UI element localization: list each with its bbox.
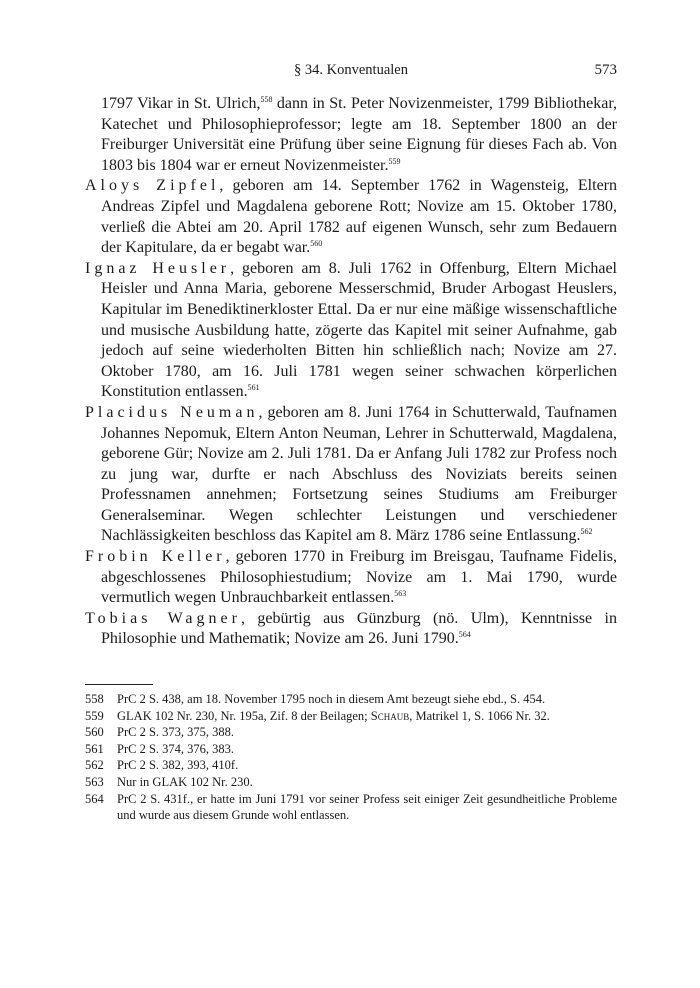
- footnote-number: 562: [85, 758, 104, 773]
- person-name: Frobin Keller: [85, 548, 226, 566]
- footnote-text: , Matrikel 1, S. 1066 Nr. 32.: [409, 708, 550, 723]
- footnote-text: PrC 2 S. 382, 393, 410f.: [117, 758, 239, 773]
- footnote-text: PrC 2 S. 373, 375, 388.: [117, 725, 235, 740]
- footnote: [85, 724, 617, 741]
- person-name: Tobias Wagner: [85, 609, 241, 627]
- footnote-text: PrC 2 S. 374, 376, 383.: [117, 741, 235, 756]
- person-name: Aloys Zipfel: [85, 177, 220, 195]
- footnote-ref: 562: [580, 527, 593, 537]
- footnote-ref: 564: [458, 630, 471, 640]
- footnote-ref: 559: [388, 156, 401, 166]
- footnote-text: PrC 2 S. 431f., er hatte im Juni 1791 vor seiner Profess seit einiger Zeit gesundheitliche Probleme und wurde aus diesem Grunde wohl entlassen.: [117, 791, 617, 823]
- person-name: Ignaz Heusler: [85, 259, 231, 277]
- footnote: [85, 774, 617, 791]
- footnotes: [85, 691, 617, 824]
- footnote-text: GLAK 102 Nr. 230, Nr. 195a, Zif. 8 der Beilagen;: [117, 708, 371, 723]
- footnote: [85, 691, 617, 708]
- footnote-number: 558: [85, 692, 104, 706]
- footnote-number: 559: [85, 708, 104, 723]
- footnote-ref: 561: [247, 383, 260, 393]
- running-header: [85, 62, 617, 82]
- footnote-text: PrC 2 S. 438, am 18. November 1795 noch in diesem Amt bezeugt siehe ebd., S. 454.: [117, 692, 546, 706]
- entry-text: , gebürtig aus Günzburg (nö. Ulm), Kenntnisse in Philosophie und Mathematik; Novize am 26. Juni 1790.: [101, 609, 617, 648]
- entry-placidus-neuman: [85, 403, 617, 547]
- footnote-number: 560: [85, 725, 104, 740]
- footnote: [85, 708, 617, 725]
- page-number: 573: [594, 62, 617, 78]
- entry-frobin-keller: [85, 547, 617, 609]
- footnote-number: 561: [85, 741, 104, 756]
- footnote-text: Nur in GLAK 102 Nr. 230.: [117, 774, 253, 789]
- entry-text: , geboren 1770 in Freiburg im Breisgau, Taufname Fidelis, abgeschlossenes Philosophiestudium; Novize am 1. Mai 1790, wurde vermutlich wegen Unbrauchbarkeit entlassen.: [101, 548, 617, 607]
- entry-text: , geboren am 8. Juli 1762 in Offenburg, Eltern Michael Heisler und Anna Maria, geborene Messerschmid, Bruder Arbogast Heuslers, Kapitular im Benediktinerkloster Ettal. Da er nur eine mäßige wissenschaftliche und musische Ausbildung hatte, zögerte das Kapitel mit seiner Aufnahme, gab jedoch auf seine wiederholten Bitten hin schließlich nach; Novize am 27. Oktober 1780, am 16. Juli 1781 wegen seiner schwachen körperlichen Konstitution entlassen.: [101, 259, 617, 401]
- footnote-number: 563: [85, 774, 104, 789]
- entry-text: dann in St. Peter Novizenmeister, 1799 Bibliothekar, Katechet und Philosophieprofessor; legte am 18. September 1800 an der Freiburger Universität eine Prüfung über seine Eignung für dieses Fach ab. Von 1803 bis 1804 war er erneut Novizenmeister.: [101, 95, 618, 174]
- entry-tobias-wagner: [85, 609, 617, 650]
- entry-aloys-zipfel: [85, 176, 617, 258]
- entry-text: , geboren am 14. September 1762 in Wagensteig, Eltern Andreas Zipfel und Magdalena geborene Rott; Novize am 15. Oktober 1780, verließ die Abtei am 20. April 1782 auf eigenen Wunsch, sehr zum Bedauern der Kapitulare, da er begabt war.: [101, 177, 617, 257]
- footnote: [85, 791, 617, 824]
- entry-continuation: [85, 94, 617, 176]
- main-text: [85, 94, 617, 650]
- entry-text: 1797 Vikar in St. Ulrich,: [101, 95, 261, 112]
- footnote-ref: 558: [260, 95, 273, 104]
- entry-text: , geboren am 8. Juni 1764 in Schutterwald, Taufnamen Johannes Nepomuk, Eltern Anton Neuman, Lehrer in Schutterwald, Magdalena, geborene Gür; Novize am 2. Juli 1781. Da er Anfang Juli 1782 zur Profess noch zu jung war, durfte er nach Abschluss des Noviziats bereits seinen Professnamen annehmen; Fortsetzung seines Studiums am Freiburger Generalseminar. Wegen schlechter Leistungen und verschiedener Nachlässigkeiten beschloss das Kapitel am 8. März 1786 seine Entlassung.: [101, 403, 618, 545]
- footnote-separator: [85, 684, 153, 685]
- footnote: [85, 757, 617, 774]
- person-name: Placidus Neuman: [85, 403, 259, 421]
- footnote-ref: 560: [310, 239, 323, 249]
- author-name: Schaub: [370, 708, 410, 723]
- section-title: § 34. Konventualen: [294, 62, 408, 78]
- entry-ignaz-heusler: [85, 259, 617, 403]
- footnote: [85, 741, 617, 758]
- footnote-ref: 563: [394, 589, 407, 599]
- footnote-number: 564: [85, 791, 104, 806]
